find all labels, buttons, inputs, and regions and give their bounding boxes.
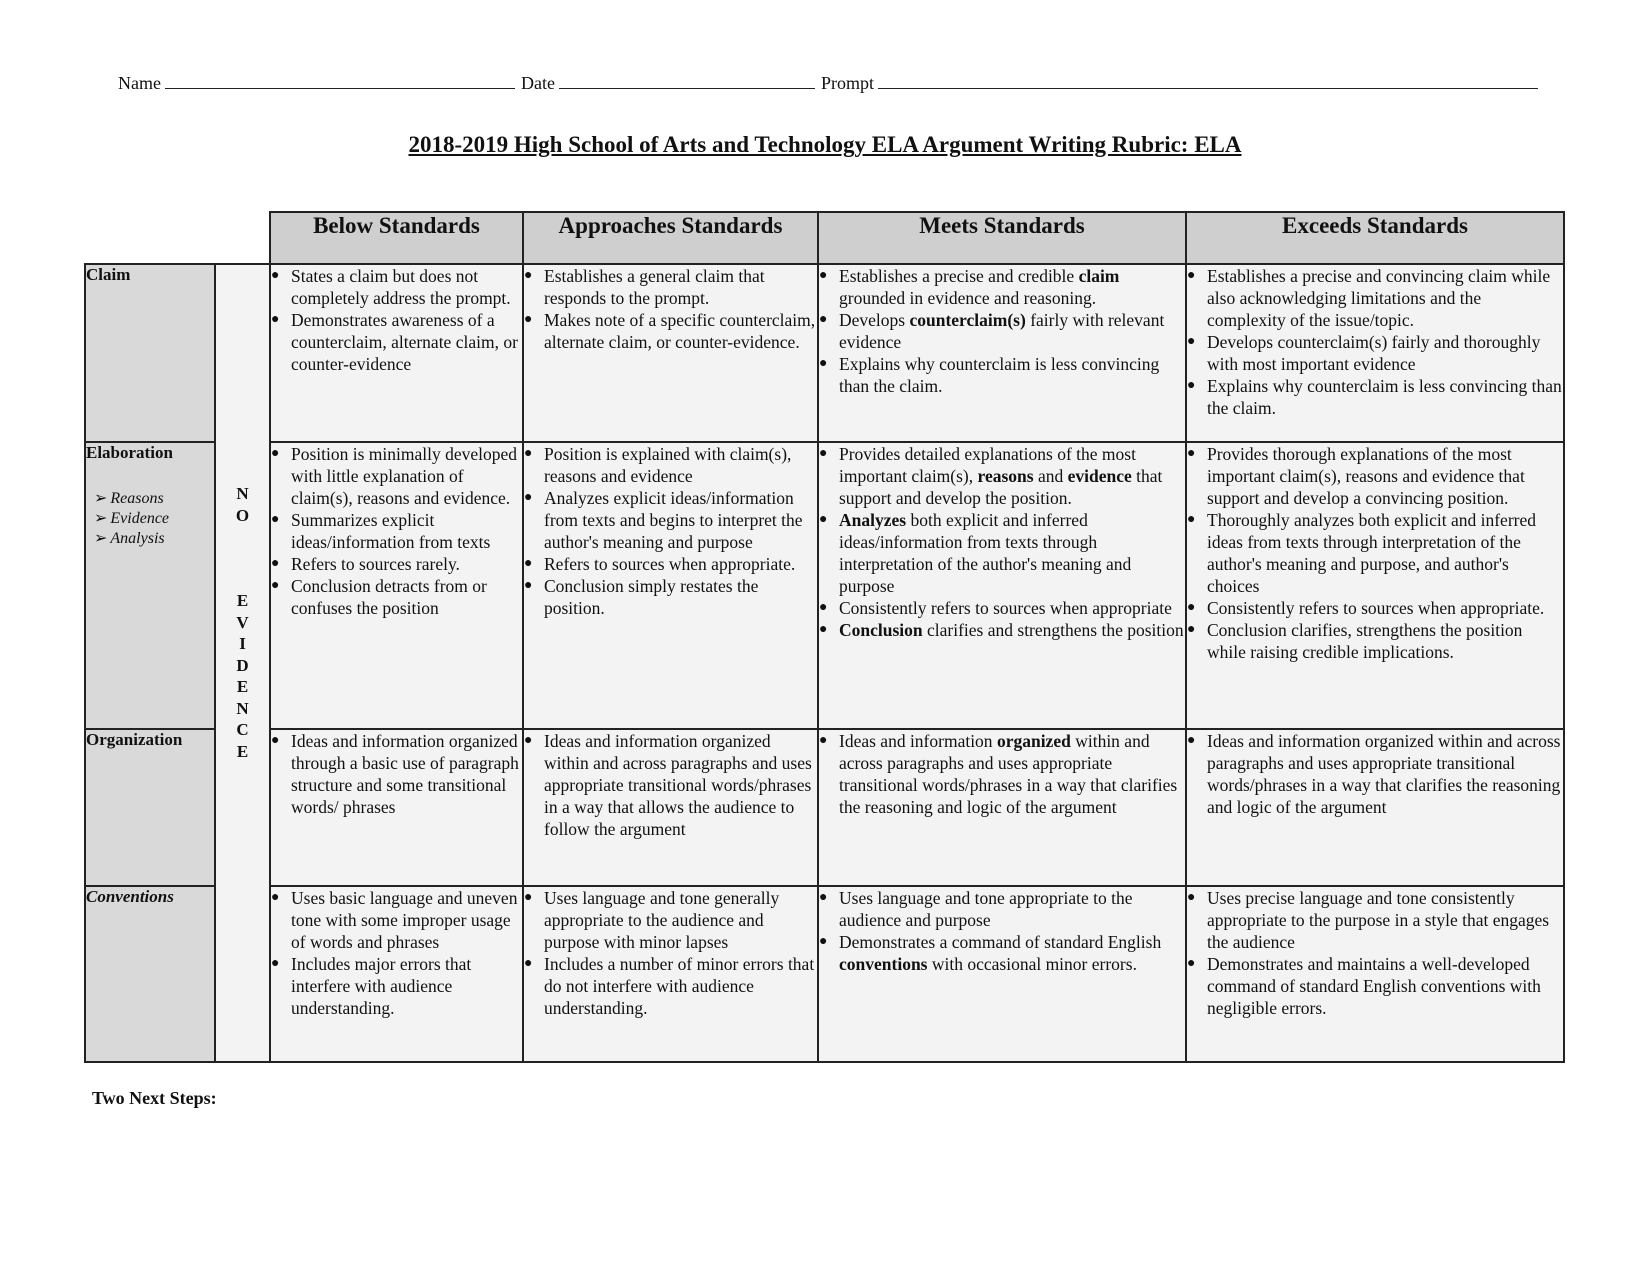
criteria-item: ● Establishes a general claim that responds to the prompt. — [524, 265, 817, 309]
no-evidence-column — [215, 264, 270, 1062]
rubric-cell — [1186, 729, 1564, 886]
criteria-list — [271, 730, 522, 818]
rubric-cell — [523, 264, 818, 442]
rubric-cell — [270, 729, 523, 886]
criteria-item: ● Uses basic language and uneven tone with some improper usage of words and phrases — [271, 887, 522, 953]
criteria-item: ● Establishes a precise and convincing claim while also acknowledging limitations and the complexity of the issue/topic. — [1187, 265, 1563, 331]
criteria-list — [819, 443, 1185, 641]
criteria-list — [1187, 730, 1563, 818]
rubric-cell — [523, 442, 818, 729]
criteria-item: ● Demonstrates awareness of a counterclaim, alternate claim, or counter-evidence — [271, 309, 522, 375]
rubric-cell — [818, 729, 1186, 886]
side-letter: E — [236, 677, 249, 696]
category-label: Elaboration — [86, 443, 173, 462]
criteria-list — [819, 730, 1185, 818]
rubric-cell — [818, 886, 1186, 1062]
criteria-list — [1187, 887, 1563, 1019]
category-sublist — [86, 489, 214, 549]
criteria-item: ● Provides thorough explanations of the most important claim(s), reasons and evidence that support and develop a convincing position. — [1187, 443, 1563, 509]
criteria-list — [819, 887, 1185, 975]
criteria-item: ● Refers to sources when appropriate. — [524, 553, 817, 575]
level-header: Meets Standards — [818, 212, 1186, 264]
rubric-table — [84, 211, 1565, 1063]
category-subitem: ➢ Evidence — [94, 509, 214, 529]
row-category — [85, 886, 215, 1062]
criteria-item: ● Conclusion clarifies and strengthens the position — [819, 619, 1185, 641]
prompt-field[interactable] — [878, 72, 1538, 89]
criteria-item: ● Conclusion detracts from or confuses the position — [271, 575, 522, 619]
criteria-list — [1187, 265, 1563, 419]
criteria-item: ● Explains why counterclaim is less convincing than the claim. — [819, 353, 1185, 397]
rubric-cell — [523, 729, 818, 886]
criteria-item: ● Establishes a precise and credible claim grounded in evidence and reasoning. — [819, 265, 1185, 309]
criteria-item: ● Uses language and tone generally appropriate to the audience and purpose with minor lapses — [524, 887, 817, 953]
rubric-cell — [523, 886, 818, 1062]
side-letter: D — [236, 655, 249, 675]
side-letter: I — [239, 634, 246, 653]
criteria-item: ● Ideas and information organized through a basic use of paragraph structure and some transitional words/ phrases — [271, 730, 522, 818]
criteria-item: ● Ideas and information organized within and across paragraphs and uses appropriate transitional words/phrases in a way that clarifies the reasoning and logic of the argument — [819, 730, 1185, 818]
row-category — [85, 442, 215, 729]
criteria-item: ● Analyzes explicit ideas/information from texts and begins to interpret the author's meaning and purpose — [524, 487, 817, 553]
criteria-item: ● Position is minimally developed with little explanation of claim(s), reasons and evidence. — [271, 443, 522, 509]
criteria-item: ● Ideas and information organized within and across paragraphs and uses appropriate transitional words/phrases in a way that allows the audience to follow the argument — [524, 730, 817, 840]
side-letter: N — [236, 698, 249, 718]
rubric-row — [85, 442, 1564, 729]
criteria-item: ● Uses precise language and tone consistently appropriate to the purpose in a style that engages the audience — [1187, 887, 1563, 953]
criteria-item: ● States a claim but does not completely address the prompt. — [271, 265, 522, 309]
corner-blank — [85, 212, 270, 264]
side-letter: C — [236, 720, 249, 739]
side-letter: N — [236, 484, 249, 503]
criteria-item: ● Conclusion clarifies, strengthens the position while raising credible implications. — [1187, 619, 1563, 663]
criteria-item: ● Ideas and information organized within and across paragraphs and uses appropriate transitional words/phrases in a way that clarifies the reasoning and logic of the argument — [1187, 730, 1563, 818]
rubric-cell — [270, 264, 523, 442]
student-info-line — [118, 72, 1550, 94]
criteria-item: ● Analyzes both explicit and inferred ideas/information from texts through interpretation of the author's meaning and purpose — [819, 509, 1185, 597]
side-letter: E — [236, 741, 249, 761]
criteria-item: ● Uses language and tone appropriate to the audience and purpose — [819, 887, 1185, 931]
criteria-item: ● Refers to sources rarely. — [271, 553, 522, 575]
criteria-item: ● Demonstrates a command of standard English conventions with occasional minor errors. — [819, 931, 1185, 975]
rubric-cell — [1186, 264, 1564, 442]
category-subitem: ➢ Reasons — [94, 489, 214, 509]
criteria-list — [524, 265, 817, 353]
next-steps-label: Two Next Steps: — [92, 1088, 217, 1108]
criteria-item: ● Consistently refers to sources when appropriate. — [1187, 597, 1563, 619]
criteria-item: ● Demonstrates and maintains a well-developed command of standard English conventions with negligible errors. — [1187, 953, 1563, 1019]
rubric-cell — [818, 442, 1186, 729]
name-label: Name — [118, 73, 161, 93]
criteria-item: ● Provides detailed explanations of the most important claim(s), reasons and evidence that support and develop the position. — [819, 443, 1185, 509]
criteria-list — [271, 265, 522, 375]
category-subitem: ➢ Analysis — [94, 529, 214, 549]
prompt-label: Prompt — [820, 73, 874, 93]
rubric-cell — [1186, 442, 1564, 729]
criteria-list — [271, 443, 522, 619]
rubric-cell — [1186, 886, 1564, 1062]
rubric-row — [85, 264, 1564, 442]
row-category — [85, 729, 215, 886]
criteria-item: ● Thoroughly analyzes both explicit and inferred ideas from texts through interpretation of the author's meaning and purpose, and author's choices — [1187, 509, 1563, 597]
criteria-item: ● Develops counterclaim(s) fairly and thoroughly with most important evidence — [1187, 331, 1563, 375]
rubric-cell — [818, 264, 1186, 442]
level-header: Exceeds Standards — [1186, 212, 1564, 264]
date-label: Date — [520, 73, 555, 93]
row-category — [85, 264, 215, 442]
criteria-list — [819, 265, 1185, 397]
level-header-row — [85, 212, 1564, 264]
criteria-list — [524, 443, 817, 619]
rubric-cell — [270, 886, 523, 1062]
criteria-item: ● Includes major errors that interfere with audience understanding. — [271, 953, 522, 1019]
level-header: Approaches Standards — [523, 212, 818, 264]
category-label: Conventions — [86, 887, 174, 906]
criteria-list — [524, 730, 817, 840]
criteria-item: ● Consistently refers to sources when appropriate — [819, 597, 1185, 619]
criteria-list — [524, 887, 817, 1019]
criteria-list — [1187, 443, 1563, 663]
rubric-row — [85, 886, 1564, 1062]
criteria-item: ● Explains why counterclaim is less convincing than the claim. — [1187, 375, 1563, 419]
category-label: Organization — [86, 730, 183, 749]
rubric-cell — [270, 442, 523, 729]
side-letter: V — [236, 612, 249, 632]
side-letter: O — [235, 505, 250, 525]
criteria-item: ● Position is explained with claim(s), reasons and evidence — [524, 443, 817, 487]
criteria-item: ● Includes a number of minor errors that do not interfere with audience understanding. — [524, 953, 817, 1019]
criteria-list — [271, 887, 522, 1019]
name-field[interactable] — [165, 72, 515, 89]
criteria-item: ● Develops counterclaim(s) fairly with relevant evidence — [819, 309, 1185, 353]
side-letter: E — [236, 591, 249, 610]
category-label: Claim — [86, 265, 131, 284]
criteria-item: ● Summarizes explicit ideas/information from texts — [271, 509, 522, 553]
criteria-item: ● Makes note of a specific counterclaim, alternate claim, or counter-evidence. — [524, 309, 817, 353]
page-title: 2018-2019 High School of Arts and Technology ELA Argument Writing Rubric: ELA — [408, 132, 1242, 157]
level-header: Below Standards — [270, 212, 523, 264]
date-field[interactable] — [559, 72, 815, 89]
rubric-row — [85, 729, 1564, 886]
criteria-item: ● Conclusion simply restates the position. — [524, 575, 817, 619]
